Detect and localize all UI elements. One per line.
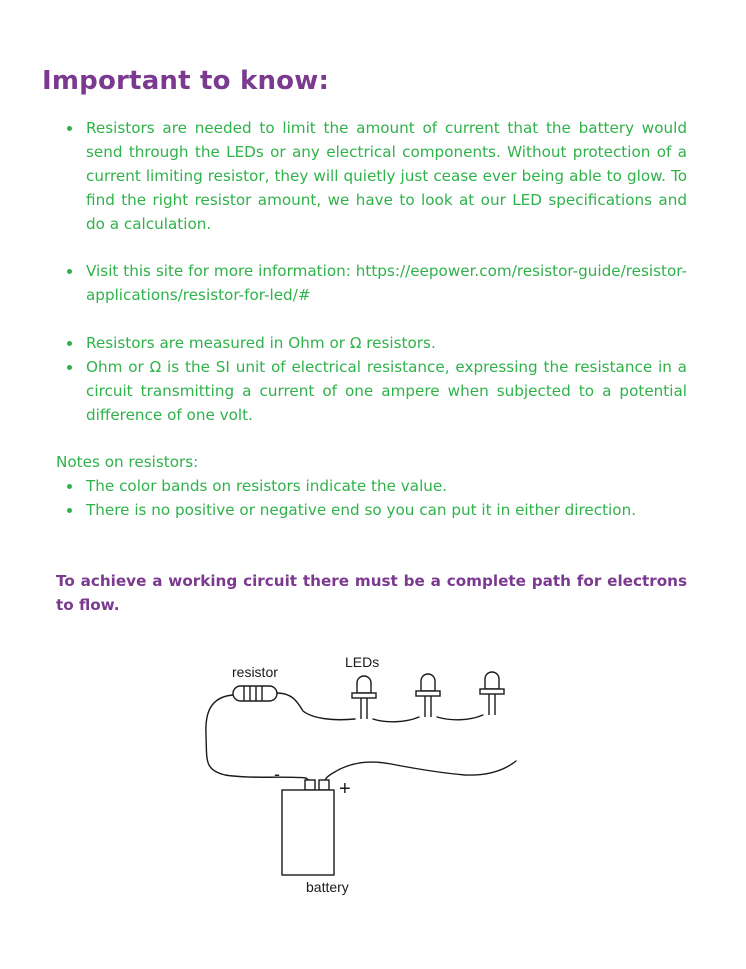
circuit-diagram — [195, 645, 525, 905]
bullet-more-info-link[interactable]: Visit this site for more information: https://eepower.com/resistor-guide/resistor-applications/resistor-for-led/# — [56, 259, 687, 307]
label-minus: - — [274, 764, 280, 784]
battery-symbol — [282, 780, 334, 875]
wire-negative — [206, 695, 310, 786]
page-title: Important to know: — [42, 66, 330, 96]
label-resistor: resistor — [232, 664, 278, 680]
bullet-ohm-definition: Ohm or Ω is the SI unit of electrical resistance, expressing the resistance in a circuit transmitting a current of one ampere when subjected to a potential difference of one volt. — [56, 355, 687, 427]
led-symbol-2 — [416, 674, 440, 717]
bullet-color-bands: The color bands on resistors indicate the value. — [56, 474, 687, 498]
wire-led-2-to-3 — [437, 715, 483, 720]
bullet-list-intro — [56, 116, 687, 236]
bullet-list-link — [56, 259, 687, 307]
bullet-ohm-measure: Resistors are measured in Ohm or Ω resistors. — [56, 331, 687, 355]
resistor-symbol — [233, 686, 277, 701]
label-leds: LEDs — [345, 654, 380, 670]
wire-resistor-to-led — [277, 693, 355, 720]
bullet-resistor-purpose: Resistors are needed to limit the amount of current that the battery would send through the LEDs or any electrical components. Without protection of a current limiting resistor, they will quietly just cease ever being able to glow. To find the right resistor amount, we have to look at our LED specifications and do a calculation. — [56, 116, 687, 236]
closing-statement: To achieve a working circuit there must be a complete path for electrons to flow. — [56, 572, 687, 614]
wire-led-1-to-2 — [373, 717, 419, 722]
bullet-list-notes — [56, 474, 687, 522]
led-symbol-1 — [352, 676, 376, 719]
led-symbol-3 — [480, 672, 504, 715]
bullet-no-polarity: There is no positive or negative end so you can put it in either direction. — [56, 498, 687, 522]
label-plus: + — [339, 778, 351, 800]
notes-label: Notes on resistors: — [56, 453, 199, 471]
bullet-list-ohm — [56, 331, 687, 427]
label-battery: battery — [306, 879, 349, 895]
wire-positive — [324, 761, 516, 786]
